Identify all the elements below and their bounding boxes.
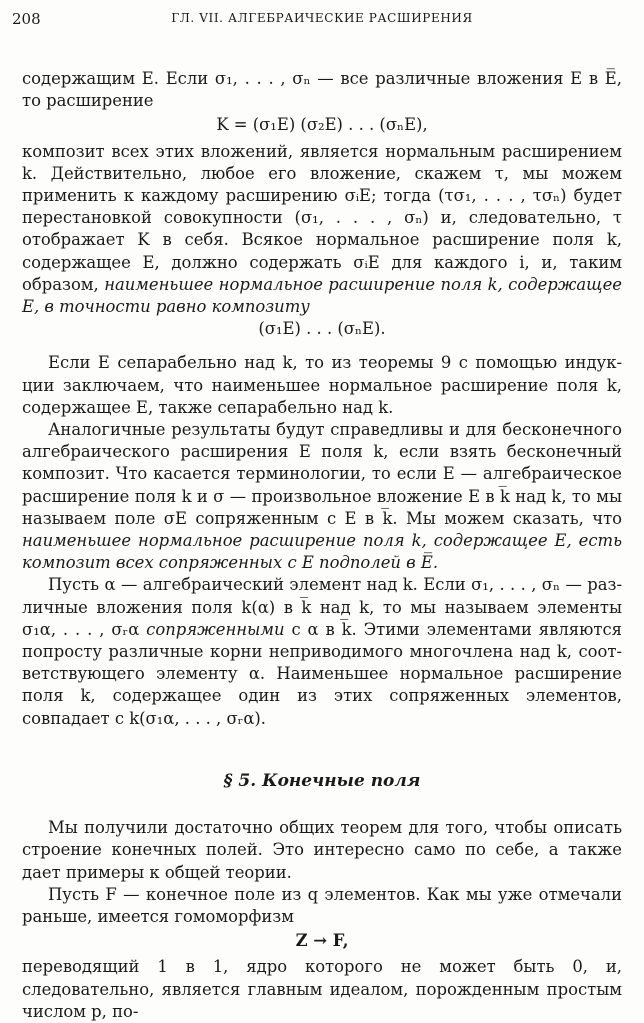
paragraph-5-text-b: с α в k̅. Этими элементами являются попросту различные корни неприводимого многочлена над k, соответствующего элементу α. Наименьшее нормальное расширение поля k, содержащее один из этих сопряженных элементов, совпадает с k(σ₁α, . . . , σᵣα). — [22, 619, 622, 728]
paragraph-5-emphasis: сопряженными — [146, 619, 285, 639]
running-head: ГЛ. VII. АЛГЕБРАИЧЕСКИЕ РАСШИРЕНИЯ — [171, 11, 473, 25]
equation-homomorphism: Z → F, — [295, 931, 349, 951]
equation-composite: K = (σ₁E) (σ₂E) . . . (σₙE), — [216, 115, 428, 135]
paragraph-2 — [22, 141, 622, 319]
paragraph-5-text-a: Пусть α — алгебраический элемент над k. Если σ₁, . . . , σₙ — различные вложения поля k(α) в k̅ над k, то мы называем элементы σ₁α, . . . , σᵣα — [22, 575, 622, 639]
paragraph-6: Мы получили достаточно общих теорем для того, чтобы описать строение конечных полей. Это интересно само по себе, а также дает примеры к общей теории. — [22, 818, 622, 882]
paragraph-1: содержащим E. Если σ₁, . . . , σₙ — все различные вложения E в E̅, то расширение — [22, 69, 622, 111]
paragraph-7: Пусть F — конечное поле из q элементов. Как мы уже отмечали раньше, имеется гомоморфизм — [22, 884, 622, 926]
page-header — [12, 10, 632, 30]
body-text — [22, 68, 622, 1023]
paragraph-2-text: композит всех этих вложений, является нормальным расширением k. Действительно, любое его вложение, скажем τ, мы можем применить к каждому расширению σᵢE; тогда (τσ₁, . . . , τσₙ) будет перестановкой совокупности (σ₁, . . . , σₙ) и, следовательно, τ отображает K в себя. Всякое нормальное расширение поля k, содержащее E, должно содержать σᵢE для каждого i, и, таким образом, — [22, 141, 622, 294]
paragraph-2-emphasis: наименьшее нормальное расширение поля k, содержащее E, в точности равно композиту — [22, 274, 622, 317]
paragraph-4 — [22, 419, 622, 574]
paragraph-3: Если E сепарабельно над k, то из теоремы 9 с помощью индукции заключаем, что наименьшее нормальное расширение поля k, содержащее E, также сепарабельно над k. — [22, 353, 622, 417]
section-title: § 5. Конечные поля — [223, 770, 421, 791]
equation-composite-short: (σ₁E) . . . (σₙE). — [258, 319, 386, 339]
paragraph-5 — [22, 574, 622, 729]
paragraph-8: переводящий 1 в 1, ядро которого не может быть 0, и, следовательно, является главным идеалом, порожденным простым числом p, по- — [22, 957, 622, 1021]
paragraph-4-emphasis: наименьшее нормальное расширение поля k, содержащее E, есть композит всех сопряженных с E подполей в E̅. — [22, 531, 622, 573]
paragraph-4-text: Аналогичные результаты будут справедливы и для бесконечного алгебраического расширения E поля k, если взять бесконечный композит. Что касается терминологии, то если E — алгебраическое расширение поля k и σ — произвольное вложение E в k̅ над k, то мы называем поле σE сопряженным с E в k̅. Мы можем сказать, что — [22, 420, 622, 528]
page-number: 208 — [12, 10, 41, 28]
